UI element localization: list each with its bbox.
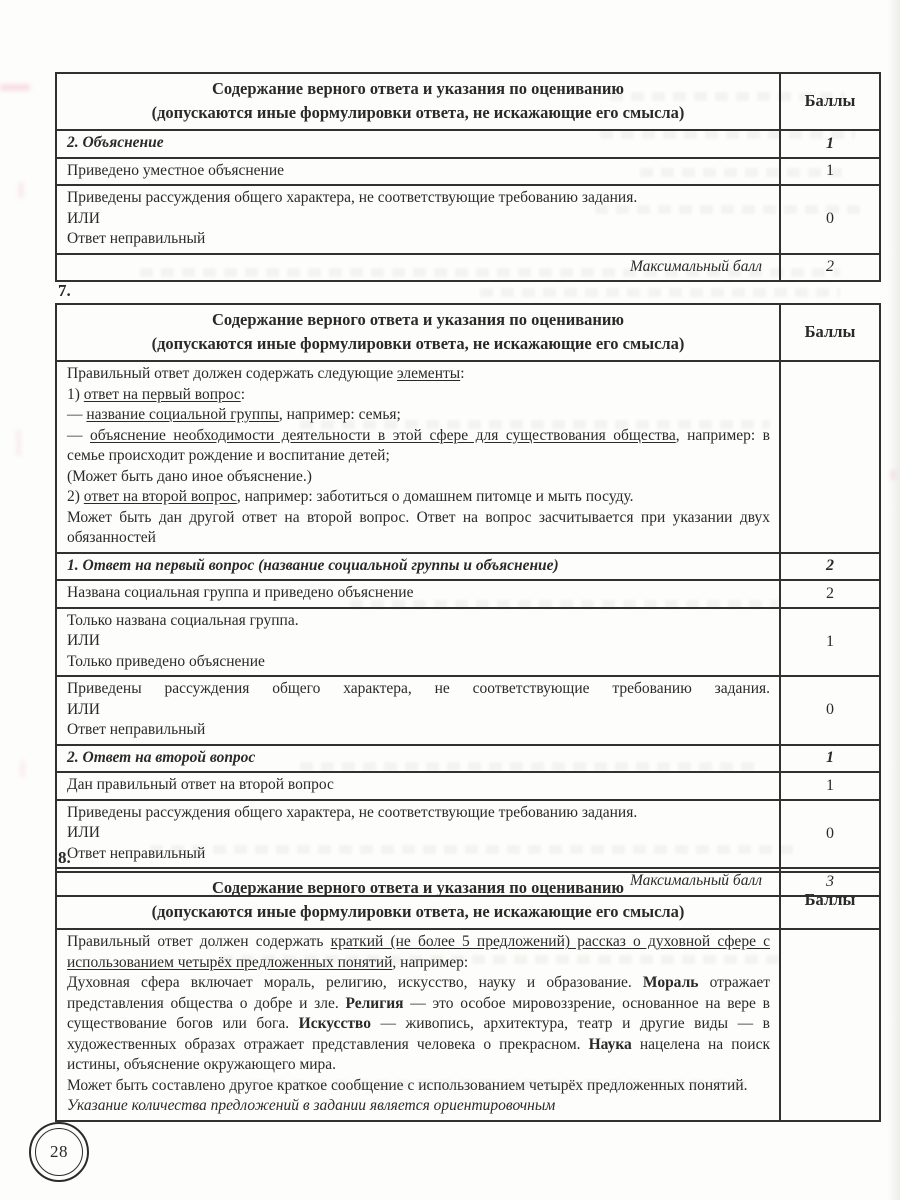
text-segment: объяснение необходимости деятельности в этой сфере для существования общества <box>90 426 676 444</box>
text-segment: Максимальный балл <box>629 257 762 275</box>
text-segment: , например: в семье происходит рождение и воспитание детей; <box>67 426 771 464</box>
scan-edge-shadow <box>888 0 900 1200</box>
score-cell: 2 <box>780 580 880 608</box>
table-header-title: Содержание верного ответа и указания по оцениванию <box>212 79 624 98</box>
table-row <box>56 800 880 869</box>
criteria-cell <box>56 130 780 158</box>
table-row <box>56 608 880 677</box>
text-segment: Мораль <box>642 974 699 991</box>
criteria-paragraph <box>67 508 770 549</box>
text-segment: : <box>460 365 465 382</box>
criteria-paragraph <box>67 487 770 508</box>
criteria-paragraph <box>67 583 770 604</box>
text-segment: ответ на второй вопрос <box>83 488 237 505</box>
criteria-paragraph <box>67 748 770 769</box>
scan-pink-smudge <box>18 182 24 198</box>
score-column-header: Баллы <box>780 872 880 929</box>
task-number-7: 7. <box>58 281 71 300</box>
criteria-paragraph <box>67 652 770 673</box>
text-segment: Приведены рассуждения общего характера, не соответствующие требованию задания. <box>67 680 770 697</box>
criteria-paragraph <box>67 679 770 700</box>
scan-pink-smudge <box>20 760 25 778</box>
score-cell: 1 <box>780 772 880 800</box>
text-segment: ИЛИ <box>67 700 100 718</box>
table-header-subtitle: (допускаются иные формулировки ответа, не искажающие его смысла) <box>151 902 685 921</box>
text-segment: 2. Объяснение <box>67 134 164 151</box>
text-segment: Приведены рассуждения общего характера, не соответствующие требованию задания. <box>67 189 638 206</box>
criteria-paragraph <box>67 932 770 973</box>
text-segment: (Может быть дано иное объяснение.) <box>67 467 312 485</box>
criteria-cell <box>56 772 780 800</box>
criteria-cell <box>56 580 780 608</box>
criteria-cell <box>56 361 780 553</box>
text-segment: — <box>67 426 90 444</box>
scan-bleed-artifact <box>480 288 840 297</box>
criteria-paragraph <box>67 775 770 796</box>
criteria-paragraph <box>67 973 770 1076</box>
table-header-row <box>56 73 880 130</box>
criteria-paragraph <box>67 188 770 209</box>
criteria-table <box>55 72 881 282</box>
text-segment: — это особое мировоззрение, основанное на вере в существование богов или бога. <box>67 994 770 1032</box>
criteria-paragraph <box>67 405 770 426</box>
criteria-paragraph <box>67 161 770 182</box>
score-cell <box>780 361 880 553</box>
header-content-cell <box>56 304 780 361</box>
text-segment: Только названа социальная группа. <box>67 611 299 629</box>
scan-pink-smudge <box>0 84 30 91</box>
text-segment: элементы <box>397 365 461 382</box>
table-row <box>56 130 880 158</box>
text-segment: Ответ неправильный <box>67 721 206 738</box>
table-head <box>56 73 880 130</box>
criteria-paragraph <box>67 844 770 865</box>
table-row <box>56 745 880 773</box>
score-cell: 1 <box>780 158 880 186</box>
score-cell: 1 <box>780 608 880 677</box>
header-content-cell <box>56 73 780 130</box>
text-segment: Приведены рассуждения общего характера, не соответствующие требованию задания. <box>67 803 638 821</box>
text-segment: краткий (не более 5 предложений) рассказ о духовной сфере с использованием четырёх предложенных понятий <box>67 933 770 971</box>
task-number-8: 8. <box>58 848 71 867</box>
table-row <box>56 185 880 254</box>
criteria-paragraph <box>67 700 770 721</box>
text-segment: 2) <box>67 488 84 505</box>
text-segment: ИЛИ <box>67 824 100 841</box>
text-segment: , например: заботиться о домашнем питомце и мыть посуду. <box>236 488 634 505</box>
criteria-cell <box>56 800 780 869</box>
text-segment: Правильный ответ должен содержать <box>67 933 331 950</box>
table-row <box>56 158 880 186</box>
score-cell: 1 <box>780 130 880 158</box>
text-segment: Дан правильный ответ на второй вопрос <box>67 776 334 793</box>
criteria-paragraph <box>67 209 770 230</box>
criteria-paragraph <box>67 133 770 154</box>
table-header-row <box>56 304 880 361</box>
criteria-paragraph <box>67 631 770 652</box>
table-body <box>56 130 880 281</box>
table-row <box>56 676 880 745</box>
text-segment: Правильный ответ должен содержать следующие <box>67 365 398 382</box>
text-segment: ИЛИ <box>67 209 100 227</box>
criteria-table <box>55 871 881 1122</box>
table-row <box>56 254 880 282</box>
table-row <box>56 580 880 608</box>
text-segment: Может быть дан другой ответ на второй вопрос. Ответ на вопрос засчитывается при указании двух обязанностей <box>67 508 770 546</box>
text-segment: , например: <box>392 953 469 971</box>
text-segment: , например: семья; <box>278 406 401 423</box>
score-cell: 0 <box>780 800 880 869</box>
text-segment: нацелена на поиск истины, объяснение окружающего мира. <box>67 1035 770 1073</box>
score-column-header: Баллы <box>780 304 880 361</box>
criteria-paragraph <box>67 426 770 467</box>
text-segment: Максимальный балл <box>629 872 762 889</box>
score-cell: 3 <box>780 868 880 896</box>
text-segment: Ответ неправильный <box>67 844 206 862</box>
text-segment: — живопись, архитектура, театр и другие виды — в художественных образах отражает представления человека о прекрасном. <box>67 1015 770 1053</box>
criteria-paragraph <box>67 229 770 250</box>
criteria-paragraph <box>67 1076 770 1097</box>
table-row <box>56 361 880 553</box>
scoring-table-task-7 <box>55 303 881 897</box>
table-header-title: Содержание верного ответа и указания по оцениванию <box>212 878 624 897</box>
criteria-cell <box>56 254 780 282</box>
text-segment: отражает представления общества о добре и зле. <box>67 974 770 1012</box>
score-cell: 0 <box>780 676 880 745</box>
text-segment: Указание количества предложений в задании является ориентировочным <box>67 1097 556 1114</box>
text-segment: Может быть составлено другое краткое сообщение с использованием четырёх предложенных понятий. <box>67 1076 748 1094</box>
text-segment: : <box>240 385 246 403</box>
criteria-paragraph <box>67 1096 770 1117</box>
text-segment: Духовная сфера включает мораль, религию, искусство, науку и образование. <box>67 974 643 991</box>
criteria-paragraph <box>67 823 770 844</box>
text-segment: 2. Ответ на второй вопрос <box>67 748 256 766</box>
text-segment: ответ на первый вопрос <box>83 385 241 403</box>
criteria-cell <box>56 676 780 745</box>
table-head <box>56 304 880 361</box>
table-head <box>56 872 880 929</box>
text-segment: название социальной группы <box>86 406 279 423</box>
score-cell: 2 <box>780 254 880 282</box>
table-header-subtitle: (допускаются иные формулировки ответа, не искажающие его смысла) <box>151 334 685 353</box>
text-segment: 1. Ответ на первый вопрос (название социальной группы и объяснение) <box>67 556 559 574</box>
page-number-badge <box>29 1122 89 1182</box>
table-header-subtitle: (допускаются иные формулировки ответа, не искажающие его смысла) <box>151 103 685 122</box>
criteria-paragraph <box>67 257 770 278</box>
text-segment: ИЛИ <box>67 632 100 649</box>
text-segment: Приведено уместное объяснение <box>67 161 285 179</box>
criteria-cell <box>56 185 780 254</box>
table-header-title: Содержание верного ответа и указания по оцениванию <box>212 310 624 329</box>
criteria-paragraph <box>67 467 770 488</box>
criteria-cell <box>56 553 780 581</box>
text-segment: Наука <box>588 1035 632 1053</box>
scan-pink-smudge <box>16 430 21 456</box>
page-number-inner-ring <box>35 1128 83 1176</box>
criteria-paragraph <box>67 385 770 406</box>
table-row <box>56 929 880 1121</box>
text-segment: Ответ неправильный <box>67 230 206 247</box>
criteria-paragraph <box>67 803 770 824</box>
table-header-row <box>56 872 880 929</box>
criteria-cell <box>56 929 780 1121</box>
criteria-cell <box>56 608 780 677</box>
criteria-table <box>55 303 881 897</box>
criteria-paragraph <box>67 556 770 577</box>
table-body <box>56 929 880 1121</box>
table-body <box>56 361 880 896</box>
text-segment: Только приведено объяснение <box>67 652 265 670</box>
score-cell <box>780 929 880 1121</box>
text-segment: — <box>67 406 87 423</box>
scoring-table-task-8 <box>55 871 881 1122</box>
criteria-paragraph <box>67 720 770 741</box>
criteria-cell <box>56 158 780 186</box>
text-segment: Религия <box>345 994 404 1012</box>
criteria-cell <box>56 745 780 773</box>
text-segment: Названа социальная группа и приведено объяснение <box>67 584 414 601</box>
score-cell: 1 <box>780 745 880 773</box>
criteria-paragraph <box>67 364 770 385</box>
scoring-table-continuation <box>55 72 881 282</box>
score-cell: 2 <box>780 553 880 581</box>
score-cell: 0 <box>780 185 880 254</box>
text-segment: Искусство <box>298 1015 371 1032</box>
table-row <box>56 553 880 581</box>
score-column-header: Баллы <box>780 73 880 130</box>
header-content-cell <box>56 872 780 929</box>
page-number: 28 <box>50 1142 68 1161</box>
text-segment: 1) <box>67 385 84 403</box>
table-row <box>56 772 880 800</box>
criteria-paragraph <box>67 611 770 632</box>
scan-pink-smudge <box>890 470 896 480</box>
